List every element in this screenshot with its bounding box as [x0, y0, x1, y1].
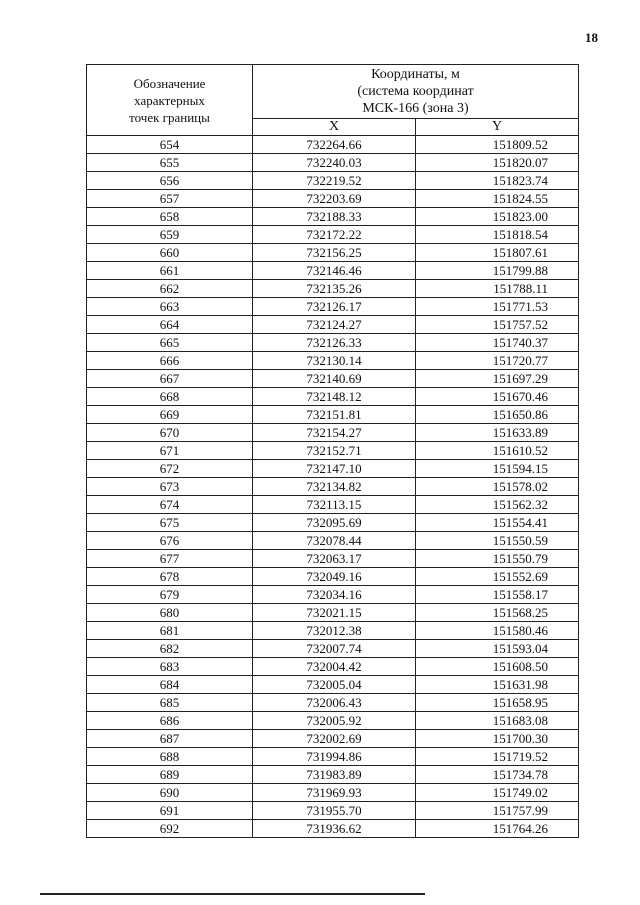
table-row — [87, 316, 579, 334]
point-id-cell: 657 — [87, 190, 253, 208]
y-coordinate-cell: 151550.59 — [416, 532, 579, 550]
x-coordinate-cell: 732126.33 — [253, 334, 416, 352]
point-id-cell: 671 — [87, 442, 253, 460]
y-coordinate-cell: 151554.41 — [416, 514, 579, 532]
x-coordinate-cell: 732095.69 — [253, 514, 416, 532]
point-id-cell: 663 — [87, 298, 253, 316]
table-row — [87, 298, 579, 316]
table-row — [87, 226, 579, 244]
x-coordinate-cell: 732034.16 — [253, 586, 416, 604]
point-id-cell: 666 — [87, 352, 253, 370]
table-row — [87, 694, 579, 712]
x-coordinate-cell: 732113.15 — [253, 496, 416, 514]
coordinates-table-wrapper — [86, 64, 578, 838]
x-coordinate-cell: 732012.38 — [253, 622, 416, 640]
x-coordinate-cell: 732063.17 — [253, 550, 416, 568]
x-coordinate-cell: 732049.16 — [253, 568, 416, 586]
y-coordinate-cell: 151823.00 — [416, 208, 579, 226]
coord-header-line: МСК-166 (зона 3) — [362, 101, 469, 116]
x-coordinate-cell: 732005.04 — [253, 676, 416, 694]
y-coordinate-cell: 151820.07 — [416, 154, 579, 172]
point-id-cell: 687 — [87, 730, 253, 748]
x-coordinate-cell: 731955.70 — [253, 802, 416, 820]
point-id-cell: 682 — [87, 640, 253, 658]
y-coordinate-cell: 151740.37 — [416, 334, 579, 352]
x-coordinate-cell: 732172.22 — [253, 226, 416, 244]
table-row — [87, 604, 579, 622]
point-id-cell: 691 — [87, 802, 253, 820]
y-coordinate-cell: 151610.52 — [416, 442, 579, 460]
y-coordinate-cell: 151697.29 — [416, 370, 579, 388]
point-id-cell: 667 — [87, 370, 253, 388]
y-coordinate-cell: 151658.95 — [416, 694, 579, 712]
table-row — [87, 784, 579, 802]
table-row — [87, 478, 579, 496]
footer-divider — [40, 893, 425, 895]
y-coordinate-cell: 151771.53 — [416, 298, 579, 316]
point-header-line: характерных — [134, 92, 205, 108]
table-header — [87, 65, 579, 136]
table-body — [87, 136, 579, 838]
table-row — [87, 460, 579, 478]
y-coordinate-cell: 151799.88 — [416, 262, 579, 280]
point-id-cell: 681 — [87, 622, 253, 640]
point-id-cell: 654 — [87, 136, 253, 154]
x-coordinate-cell: 732078.44 — [253, 532, 416, 550]
x-coordinate-cell: 731936.62 — [253, 820, 416, 838]
table-row — [87, 622, 579, 640]
table-row — [87, 208, 579, 226]
point-id-cell: 664 — [87, 316, 253, 334]
point-id-cell: 665 — [87, 334, 253, 352]
x-coordinate-cell: 732006.43 — [253, 694, 416, 712]
point-header-line: Обозначение — [133, 75, 206, 91]
point-id-cell: 679 — [87, 586, 253, 604]
x-coordinate-cell: 732188.33 — [253, 208, 416, 226]
coordinates-header — [253, 65, 579, 119]
y-coordinate-cell: 151809.52 — [416, 136, 579, 154]
point-id-cell: 672 — [87, 460, 253, 478]
x-coordinate-cell: 732021.15 — [253, 604, 416, 622]
x-coordinate-cell: 732126.17 — [253, 298, 416, 316]
table-row — [87, 334, 579, 352]
y-coordinate-cell: 151757.52 — [416, 316, 579, 334]
table-row — [87, 406, 579, 424]
y-coordinate-cell: 151807.61 — [416, 244, 579, 262]
x-coordinate-cell: 731983.89 — [253, 766, 416, 784]
point-id-cell: 684 — [87, 676, 253, 694]
table-row — [87, 244, 579, 262]
x-coordinate-cell: 732005.92 — [253, 712, 416, 730]
x-coordinate-cell: 732135.26 — [253, 280, 416, 298]
point-id-cell: 680 — [87, 604, 253, 622]
table-row — [87, 640, 579, 658]
point-id-cell: 668 — [87, 388, 253, 406]
coordinates-table — [86, 64, 579, 838]
table-row — [87, 424, 579, 442]
point-id-cell: 655 — [87, 154, 253, 172]
y-coordinate-cell: 151824.55 — [416, 190, 579, 208]
table-row — [87, 586, 579, 604]
table-row — [87, 172, 579, 190]
table-row — [87, 352, 579, 370]
y-coordinate-cell: 151550.79 — [416, 550, 579, 568]
x-coordinate-cell: 732140.69 — [253, 370, 416, 388]
table-row — [87, 730, 579, 748]
y-coordinate-cell: 151683.08 — [416, 712, 579, 730]
y-coordinate-cell: 151633.89 — [416, 424, 579, 442]
table-row — [87, 190, 579, 208]
point-id-cell: 674 — [87, 496, 253, 514]
point-id-cell: 676 — [87, 532, 253, 550]
table-row — [87, 550, 579, 568]
point-id-cell: 658 — [87, 208, 253, 226]
y-coordinate-cell: 151749.02 — [416, 784, 579, 802]
table-row — [87, 280, 579, 298]
x-coordinate-cell: 731969.93 — [253, 784, 416, 802]
point-id-cell: 678 — [87, 568, 253, 586]
table-row — [87, 712, 579, 730]
point-id-cell: 686 — [87, 712, 253, 730]
point-id-cell: 673 — [87, 478, 253, 496]
x-coordinate-cell: 732147.10 — [253, 460, 416, 478]
table-row — [87, 820, 579, 838]
x-coordinate-cell: 732154.27 — [253, 424, 416, 442]
x-coordinate-cell: 732007.74 — [253, 640, 416, 658]
point-id-cell: 692 — [87, 820, 253, 838]
table-row — [87, 766, 579, 784]
table-row — [87, 154, 579, 172]
point-designation-header — [87, 65, 253, 136]
x-coordinate-cell: 731994.86 — [253, 748, 416, 766]
table-row — [87, 514, 579, 532]
table-row — [87, 748, 579, 766]
coord-header-line: Координаты, м — [371, 67, 460, 82]
table-row — [87, 658, 579, 676]
y-coordinate-cell: 151788.11 — [416, 280, 579, 298]
y-coordinate-cell: 151757.99 — [416, 802, 579, 820]
x-coordinate-cell: 732146.46 — [253, 262, 416, 280]
point-id-cell: 670 — [87, 424, 253, 442]
x-coordinate-cell: 732134.82 — [253, 478, 416, 496]
table-row — [87, 370, 579, 388]
point-id-cell: 669 — [87, 406, 253, 424]
x-coordinate-cell: 732203.69 — [253, 190, 416, 208]
point-id-cell: 675 — [87, 514, 253, 532]
point-id-cell: 689 — [87, 766, 253, 784]
x-column-header: X — [253, 119, 416, 136]
table-row — [87, 262, 579, 280]
point-id-cell: 685 — [87, 694, 253, 712]
x-coordinate-cell: 732264.66 — [253, 136, 416, 154]
point-id-cell: 662 — [87, 280, 253, 298]
x-coordinate-cell: 732219.52 — [253, 172, 416, 190]
table-row — [87, 802, 579, 820]
y-coordinate-cell: 151720.77 — [416, 352, 579, 370]
y-coordinate-cell: 151558.17 — [416, 586, 579, 604]
y-column-header: Y — [416, 119, 579, 136]
y-coordinate-cell: 151594.15 — [416, 460, 579, 478]
table-row — [87, 532, 579, 550]
y-coordinate-cell: 151700.30 — [416, 730, 579, 748]
y-coordinate-cell: 151578.02 — [416, 478, 579, 496]
y-coordinate-cell: 151734.78 — [416, 766, 579, 784]
point-id-cell: 688 — [87, 748, 253, 766]
point-id-cell: 659 — [87, 226, 253, 244]
point-id-cell: 690 — [87, 784, 253, 802]
x-coordinate-cell: 732240.03 — [253, 154, 416, 172]
y-coordinate-cell: 151823.74 — [416, 172, 579, 190]
y-coordinate-cell: 151562.32 — [416, 496, 579, 514]
y-coordinate-cell: 151552.69 — [416, 568, 579, 586]
y-coordinate-cell: 151608.50 — [416, 658, 579, 676]
y-coordinate-cell: 151818.54 — [416, 226, 579, 244]
y-coordinate-cell: 151670.46 — [416, 388, 579, 406]
x-coordinate-cell: 732151.81 — [253, 406, 416, 424]
table-row — [87, 568, 579, 586]
point-id-cell: 660 — [87, 244, 253, 262]
point-header-line: точек границы — [129, 109, 210, 125]
table-row — [87, 496, 579, 514]
y-coordinate-cell: 151631.98 — [416, 676, 579, 694]
table-row — [87, 442, 579, 460]
point-id-cell: 677 — [87, 550, 253, 568]
y-coordinate-cell: 151568.25 — [416, 604, 579, 622]
table-row — [87, 676, 579, 694]
point-id-cell: 661 — [87, 262, 253, 280]
point-id-cell: 656 — [87, 172, 253, 190]
y-coordinate-cell: 151650.86 — [416, 406, 579, 424]
x-coordinate-cell: 732002.69 — [253, 730, 416, 748]
x-coordinate-cell: 732156.25 — [253, 244, 416, 262]
page-number: 18 — [585, 30, 598, 45]
y-coordinate-cell: 151580.46 — [416, 622, 579, 640]
y-coordinate-cell: 151764.26 — [416, 820, 579, 838]
x-coordinate-cell: 732124.27 — [253, 316, 416, 334]
coord-header-line: (система координат — [357, 84, 474, 99]
table-row — [87, 388, 579, 406]
x-coordinate-cell: 732004.42 — [253, 658, 416, 676]
table-row — [87, 136, 579, 154]
point-id-cell: 683 — [87, 658, 253, 676]
x-coordinate-cell: 732130.14 — [253, 352, 416, 370]
y-coordinate-cell: 151719.52 — [416, 748, 579, 766]
y-coordinate-cell: 151593.04 — [416, 640, 579, 658]
x-coordinate-cell: 732148.12 — [253, 388, 416, 406]
x-coordinate-cell: 732152.71 — [253, 442, 416, 460]
